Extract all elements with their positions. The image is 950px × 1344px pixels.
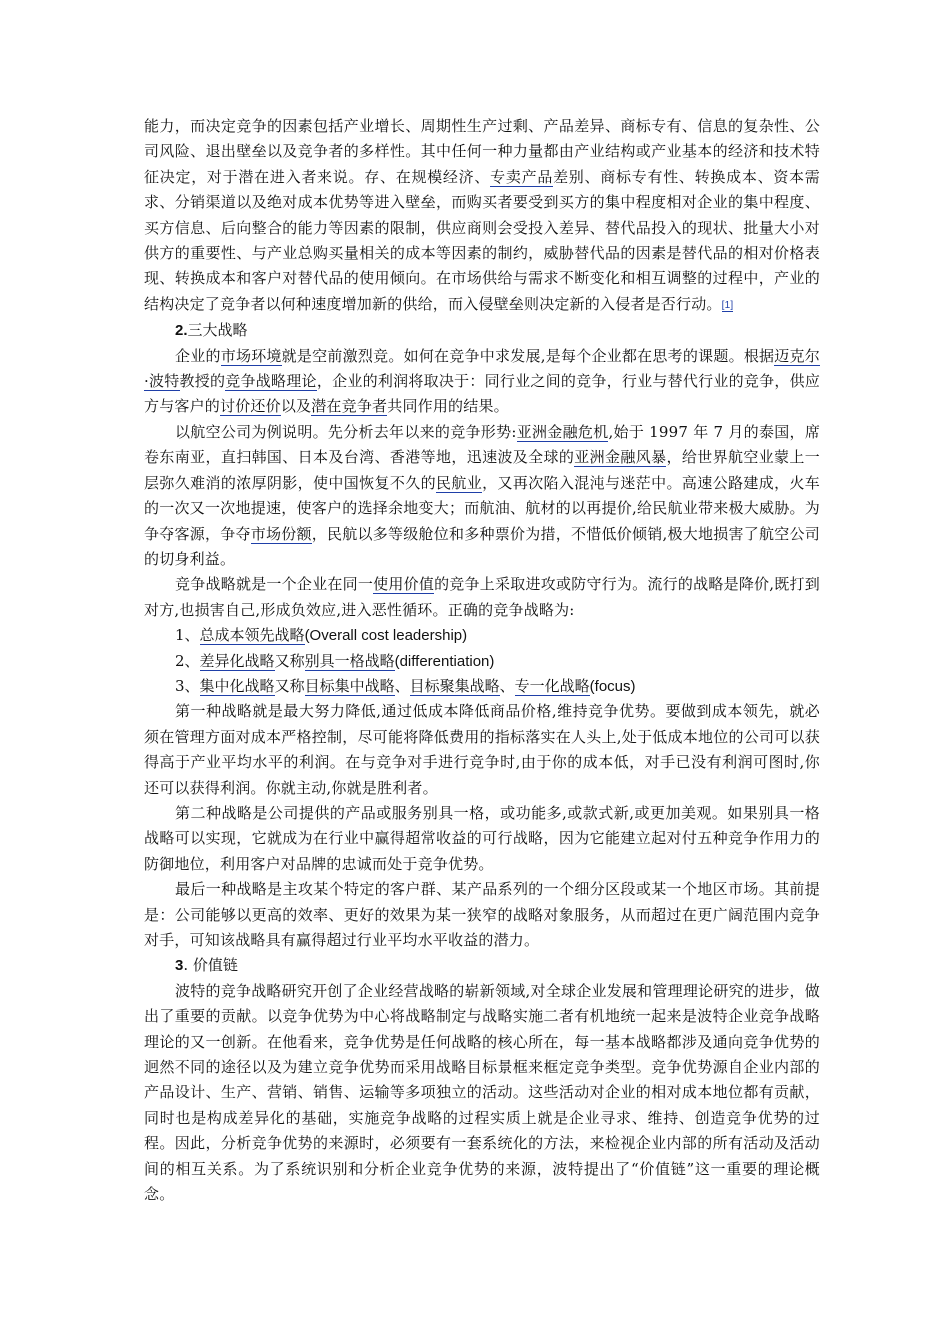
link-target-focus-strategy[interactable]: 目标集中战略: [304, 676, 395, 695]
list-number: 2、: [175, 651, 200, 670]
list-item-differentiation: [144, 649, 820, 674]
section-heading-three-strategies: [144, 318, 820, 343]
text-run: ,始于 1997 年 7 月的泰国，席卷东南亚，直扫韩国、日本及台湾、香港等地，迅速波及全球的: [144, 422, 821, 467]
text-run: 差别、商标专有性、转换成本、资本需求、分销渠道以及绝对成本优势等进入壁垒，而购买者要受到买方的集中程度相对企业的集中程度、买方信息、后向整合的能力等因素的限制，供应商则会受投入差异、替代品投入的现状、批量大小对供方的重要性、与产业总购买量相关的成本等因素的制约，威胁替代品的因素是替代品的相对价格表现、转换成本和客户对替代品的使用倾向。在市场供给与需求不断变化和相互调整的过程中，产业的结构决定了竞争者以何种速度增加新的供给，而入侵壁垒则决定新的入侵者是否行动。: [144, 167, 820, 313]
english-term: (focus): [589, 677, 636, 695]
text-run: ，给世界航空业蒙上一层弥久难消的浓厚阴影，使中国恢复不久的: [144, 448, 820, 492]
section-title: 三大战略: [187, 321, 248, 340]
text-run: 共同作用的结果。: [387, 397, 509, 416]
document-page: [144, 114, 820, 1207]
list-item-cost-leadership: [144, 623, 820, 648]
text-run: ，又再次陷入混沌与迷茫中。高速公路建成，火车的一次又一次地提速，使客户的选择余地变大；而航油、航材的以再提价,给民航业带来极大威胁。为争夺客源，争夺: [144, 473, 820, 543]
link-target-concentration-strategy[interactable]: 目标聚集战略: [409, 676, 500, 695]
section-heading-value-chain: [144, 953, 820, 978]
paragraph-value-chain: 波特的竞争战略研究开创了企业经营战略的崭新领域,对全球企业发展和管理理论研究的进步，做出了重要的贡献。以竞争优势为中心将战略制定与战略实施二者有机地统一起来是波特企业竞争战略理论的又一创新。在他看来，竞争优势是任何战略的核心所在，每一基本战略都涉及通向竞争优势的迥然不同的途径以及为建立竞争优势而采用战略目标景框来框定竞争类型。竞争优势源自企业内部的产品设计、生产、营销、销售、运输等多项独立的活动。这些活动对企业的相对成本地位都有贡献，同时也是构成差异化的基础，实施竞争战略的过程实质上就是企业寻求、维持、创造竞争优势的过程。因此，分析竞争优势的来源时，必须要有一套系统化的方法，来检视企业内部的所有活动及活动间的相互关系。为了系统识别和分析企业竞争优势的来源，波特提出了“价值链”这一重要的理论概念。: [144, 981, 820, 1204]
text-run: 以及: [280, 397, 312, 416]
text-run: 又称: [274, 651, 305, 670]
paragraph-market-environment: [144, 344, 820, 420]
paragraph-five-forces: [144, 114, 820, 318]
english-term: (Overall cost leadership): [304, 627, 468, 645]
link-exclusive-products[interactable]: 专卖产品: [490, 167, 554, 186]
link-civil-aviation[interactable]: 民航业: [435, 473, 483, 492]
link-competitive-strategy-theory[interactable]: 竞争战略理论: [225, 372, 317, 391]
link-cost-leadership[interactable]: 总成本领先战略: [199, 626, 305, 645]
list-item-focus: [144, 674, 820, 699]
text-run: 竞争战略就是一个企业在同一: [175, 575, 374, 594]
list-number: 3、: [175, 676, 200, 695]
text-run: 又称: [274, 676, 305, 695]
link-asian-financial-storm[interactable]: 亚洲金融风暴: [574, 448, 667, 467]
section-title: . 价值链: [183, 956, 238, 975]
footnote-ref-link[interactable]: [1]: [721, 299, 734, 311]
separator: 、: [499, 676, 515, 695]
link-focus-strategy[interactable]: 集中化战略: [199, 676, 275, 695]
link-bargaining[interactable]: 讨价还价: [220, 397, 281, 416]
link-michael-porter[interactable]: 迈克尔·波特: [144, 346, 820, 391]
paragraph-first-strategy: 第一种战略就是最大努力降低,通过低成本降低商品价格,维持竞争优势。要做到成本领先，就必须在管理方面对成本严格控制，尽可能将降低费用的指标落实在人头上,处于低成本地位的公司可以获得高于产业平均水平的利润。在与竞争对手进行竞争时,由于你的成本低，对手已没有利润可图时,你还可以获得利润。你就主动,你就是胜利者。: [144, 702, 820, 797]
link-market-share[interactable]: 市场份额: [250, 524, 312, 543]
separator: 、: [394, 676, 410, 695]
link-use-value[interactable]: 使用价值: [373, 575, 435, 594]
text-run: 就是空前激烈竞。如何在竞争中求发展,是每个企业都在思考的课题。根据: [281, 346, 775, 365]
text-run: 企业的: [175, 346, 221, 365]
text-run: ，民航以多等级舱位和多种票价为措，不惜低价倾销,极大地损害了航空公司的切身利益。: [144, 524, 821, 568]
english-term: (differentiation): [394, 652, 495, 670]
link-specialization-strategy[interactable]: 专一化战略: [514, 676, 590, 695]
text-run: 教授的: [179, 372, 226, 391]
section-number: 2.: [175, 322, 188, 340]
section-number: 3: [175, 957, 184, 975]
link-differentiation[interactable]: 差异化战略: [199, 651, 275, 670]
paragraph-last-strategy: 最后一种战略是主攻某个特定的客户群、某产品系列的一个细分区段或某一个地区市场。其前提是：公司能够以更高的效率、更好的效果为某一狭窄的战略对象服务，从而超过在更广阔范围内竞争对手，可知该战略具有赢得超过行业平均水平收益的潜力。: [144, 880, 820, 949]
text-run: 的竞争上采取进攻或防守行为。流行的战略是降价,既打到对方,也损害自己,形成负效应,进入恶性循环。正确的竞争战略为:: [144, 575, 820, 619]
text-run: 能力，而决定竞争的因素包括产业增长、周期性生产过剩、产品差异、商标专有、信息的复杂性、公司风险、退出壁垒以及竞争者的多样性。其中任何一种力量都由产业结构或产业基本的经济和技术特征决定，对于潜在进入者来说。存、在规模经济、: [144, 117, 820, 186]
paragraph-second-strategy: 第二种战略是公司提供的产品或服务别具一格，或功能多,或款式新,或更加美观。如果别具一格战略可以实现，它就成为在行业中赢得超常收益的可行战略，因为它能建立起对付五种竞争作用力的防御地位，利用客户对品牌的忠诚而处于竞争优势。: [144, 803, 820, 873]
link-asian-financial-crisis[interactable]: 亚洲金融危机: [516, 422, 609, 441]
link-market-environment[interactable]: 市场环境: [220, 346, 282, 365]
link-potential-competitors[interactable]: 潜在竞争者: [311, 397, 388, 416]
list-number: 1、: [175, 626, 200, 645]
link-unique-strategy[interactable]: 别具一格战略: [304, 651, 395, 670]
paragraph-airline-example: [144, 420, 820, 572]
text-run: ，企业的利润将取决于：同行业之间的竞争，行业与替代行业的竞争，供应方与客户的: [144, 372, 821, 416]
text-run: 以航空公司为例说明。先分析去年以来的竞争形势:: [175, 422, 517, 441]
paragraph-competitive-strategy: [144, 572, 820, 623]
